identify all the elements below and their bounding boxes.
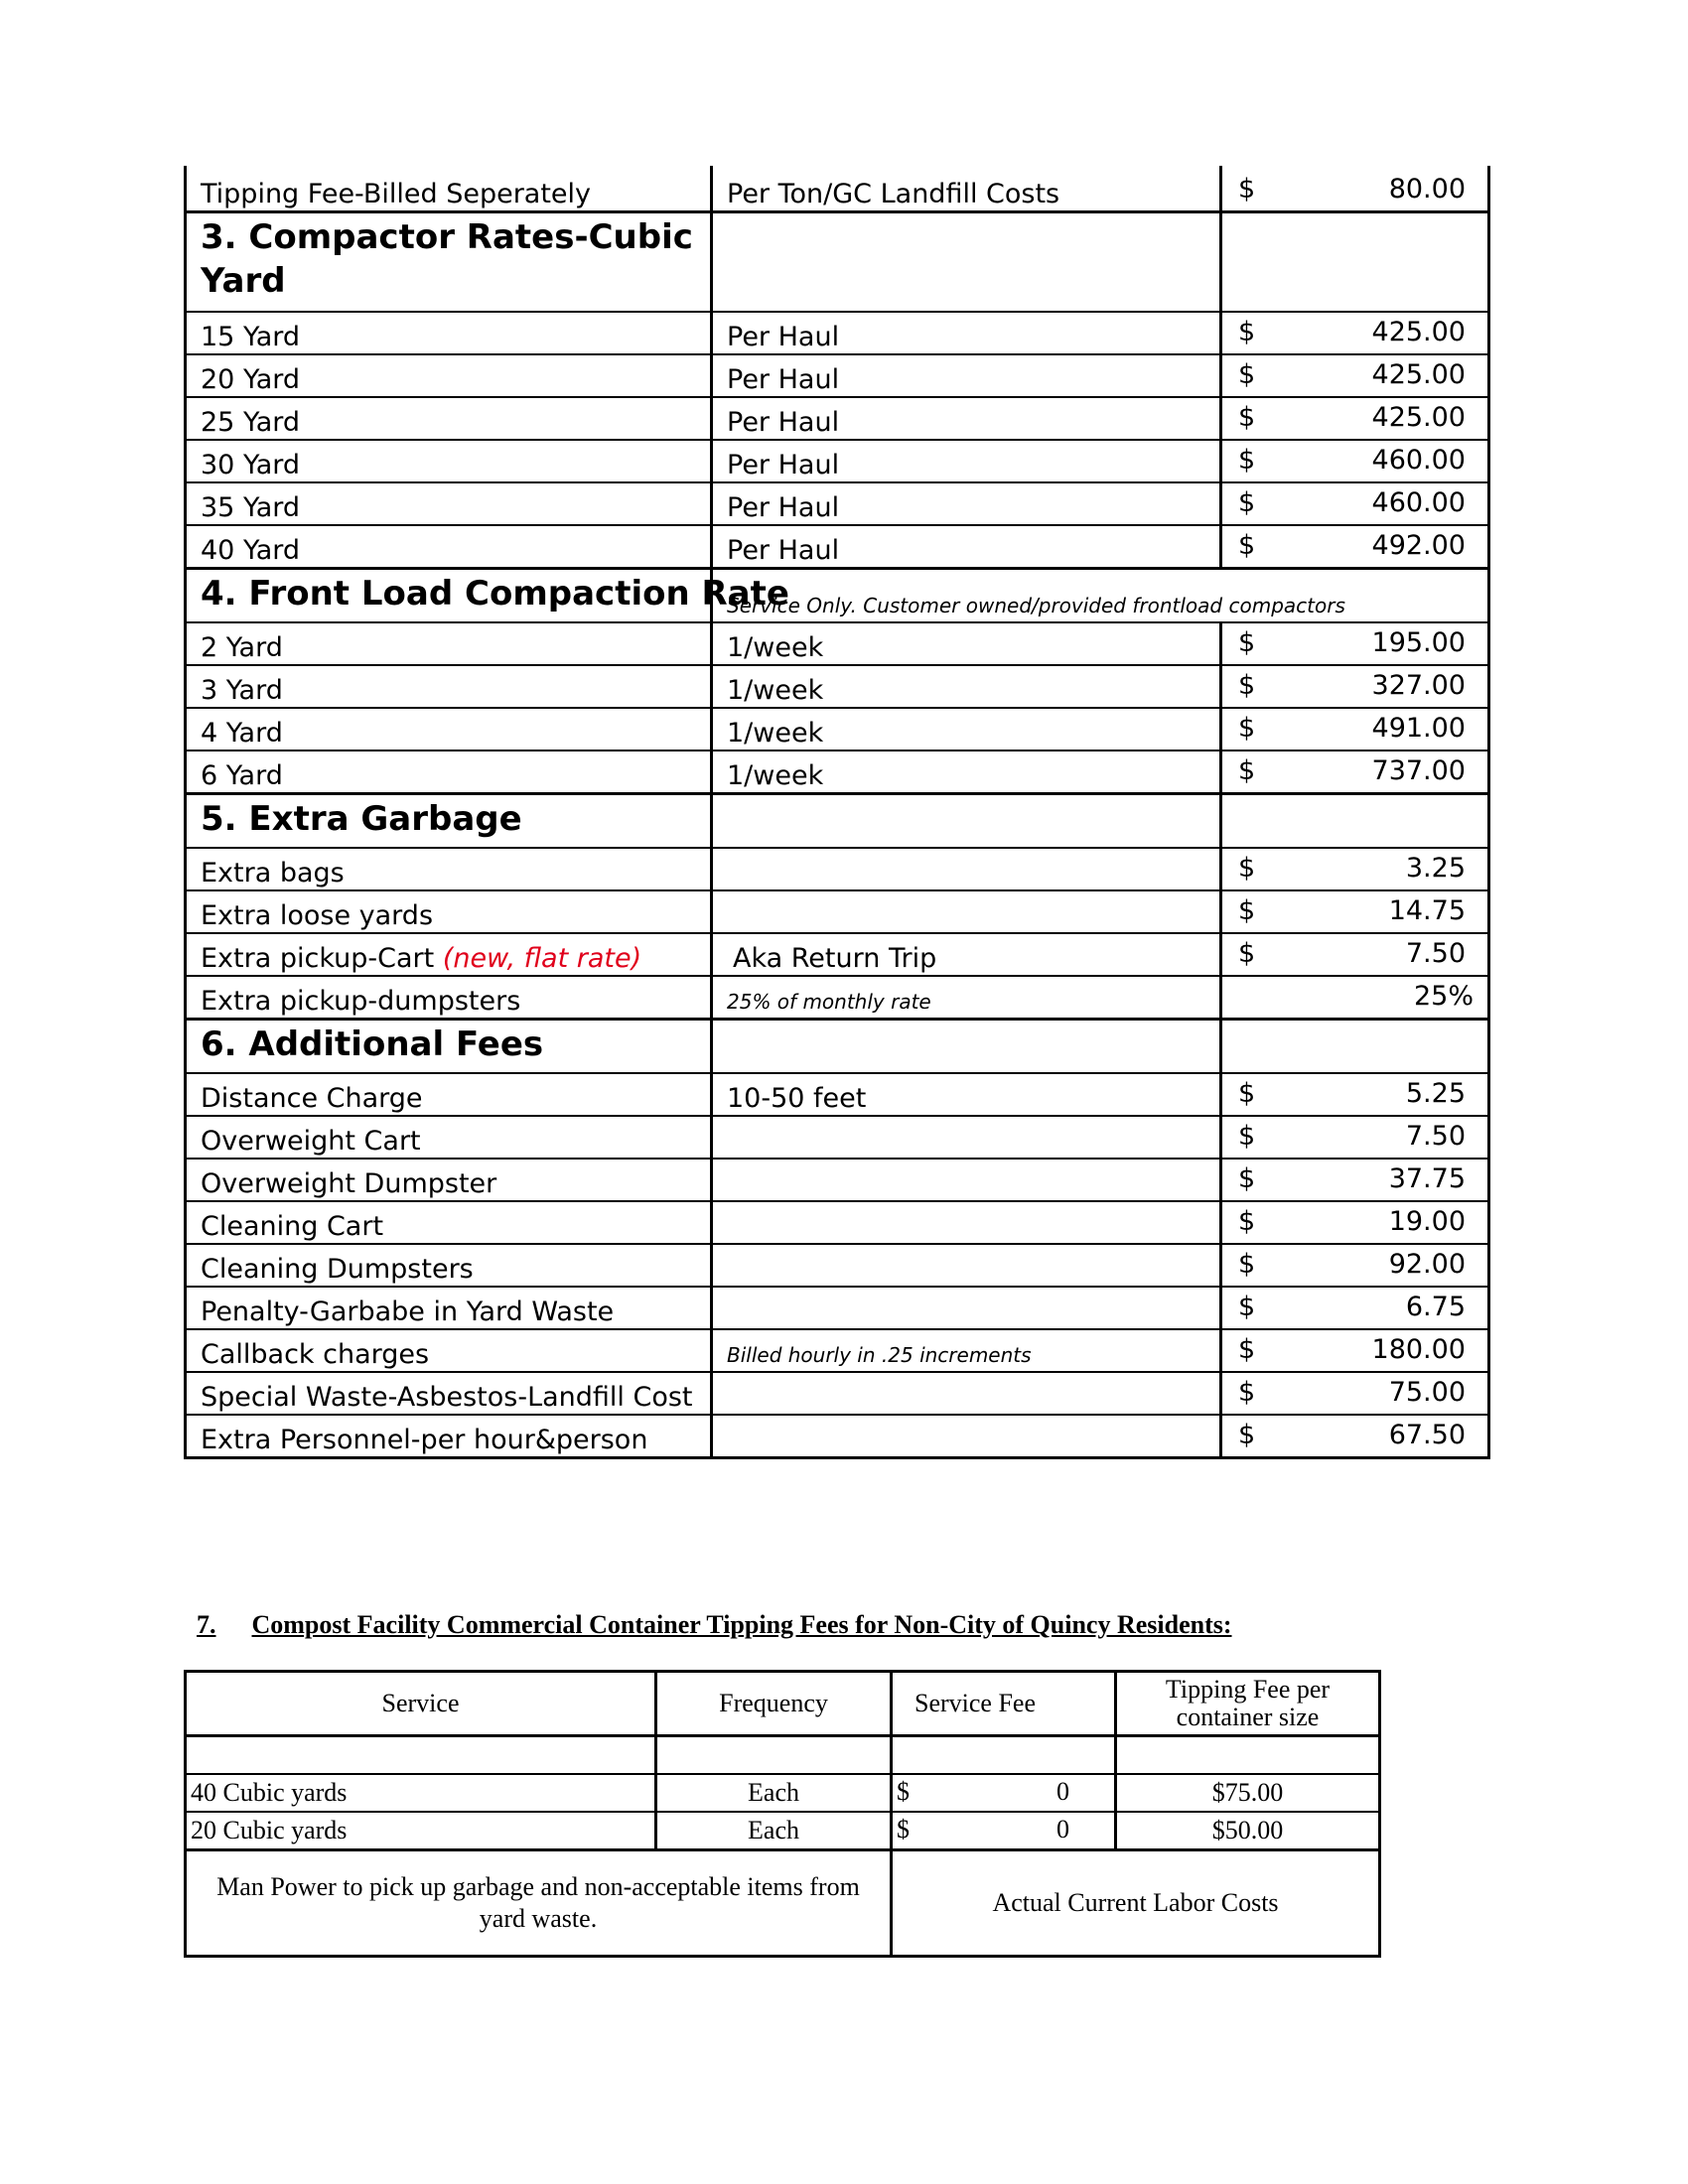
currency-symbol: $: [1238, 1121, 1256, 1152]
table-row: [186, 890, 1489, 933]
row-service-fee: [892, 1774, 1116, 1812]
row-desc: [712, 976, 1221, 1020]
row-label: Special Waste-Asbestos-Landfill Cost: [186, 1372, 712, 1415]
row-tipping-fee: $75.00: [1116, 1774, 1380, 1812]
currency-symbol: $: [1238, 938, 1256, 969]
row-desc: [712, 1415, 1221, 1458]
row-desc: [712, 1372, 1221, 1415]
row-desc: [712, 1287, 1221, 1329]
table-row: [186, 312, 1489, 354]
row-label-text: Extra pickup-Cart: [201, 943, 435, 974]
section-title-extra-garbage: 5. Extra Garbage: [186, 794, 712, 849]
table-row: [186, 708, 1489, 751]
row-desc: [712, 794, 1221, 849]
row-label: Extra Personnel-per hour&person: [186, 1415, 712, 1458]
row-desc: 1/week: [712, 708, 1221, 751]
currency-symbol: $: [1238, 487, 1256, 518]
header-tipping-fee-line1: Tipping Fee per: [1165, 1675, 1331, 1704]
row-label: Overweight Dumpster: [186, 1159, 712, 1201]
new-flat-rate-note: (new, flat rate): [442, 943, 642, 974]
section-title-compactor: 3. Compactor Rates-Cubic Yard: [186, 212, 712, 313]
amount-value: 327.00: [1371, 670, 1466, 701]
row-label: [186, 933, 712, 976]
row-label: 3 Yard: [186, 665, 712, 708]
row-amount: [1221, 166, 1489, 212]
row-amount: [1221, 1159, 1489, 1201]
row-amount: [1221, 622, 1489, 665]
row-desc: [712, 1201, 1221, 1244]
row-desc: Per Haul: [712, 354, 1221, 397]
front-load-note: Service Only. Customer owned/provided frontload compactors: [727, 594, 1345, 617]
section-note: [712, 569, 1489, 623]
table-row: [186, 848, 1489, 890]
table-row: [186, 525, 1489, 569]
compost-table: [184, 1670, 1381, 1958]
row-desc: [712, 1329, 1221, 1372]
amount-value: 5.25: [1405, 1078, 1466, 1109]
currency-symbol: $: [1238, 1078, 1256, 1109]
row-desc: Aka Return Trip: [712, 933, 1221, 976]
currency-symbol: $: [1238, 670, 1256, 701]
table-row: [186, 1159, 1489, 1201]
currency-symbol: $: [1238, 317, 1256, 347]
table-row: [186, 665, 1489, 708]
currency-symbol: $: [1238, 713, 1256, 744]
row-label: Tipping Fee-Billed Seperately: [186, 166, 712, 212]
header-tipping-fee: [1116, 1672, 1380, 1736]
table-row: [186, 397, 1489, 440]
row-amount: [1221, 890, 1489, 933]
amount-value: 25%: [1413, 981, 1474, 1012]
row-amount: [1221, 933, 1489, 976]
row-label: 20 Yard: [186, 354, 712, 397]
row-label: 25 Yard: [186, 397, 712, 440]
compost-heading: [197, 1610, 1232, 1640]
amount-value: 75.00: [1388, 1377, 1466, 1408]
row-amount: [1221, 212, 1489, 313]
amount-value: 491.00: [1371, 713, 1466, 744]
currency-symbol: $: [897, 1815, 910, 1843]
amount-value: 92.00: [1388, 1249, 1466, 1280]
section-title-additional-fees: 6. Additional Fees: [186, 1020, 712, 1074]
table-row: [186, 166, 1489, 212]
row-desc: 1/week: [712, 622, 1221, 665]
row-desc: [712, 848, 1221, 890]
row-label: Extra bags: [186, 848, 712, 890]
amount-value: 195.00: [1371, 627, 1466, 658]
manpower-cost: Actual Current Labor Costs: [892, 1850, 1380, 1957]
amount-value: 425.00: [1371, 317, 1466, 347]
row-amount: [1221, 1287, 1489, 1329]
fee-value: 0: [1056, 1815, 1069, 1843]
row-amount: [1221, 1415, 1489, 1458]
currency-symbol: $: [1238, 530, 1256, 561]
amount-value: 7.50: [1405, 938, 1466, 969]
row-amount: [1221, 1244, 1489, 1287]
currency-symbol: $: [1238, 627, 1256, 658]
row-amount: [1221, 751, 1489, 794]
compost-heading-text: Compost Facility Commercial Container Tipping Fees for Non-City of Quincy Residents:: [251, 1610, 1232, 1639]
table-row: [186, 1073, 1489, 1116]
manpower-line1: Man Power to pick up garbage and non-acceptable items from: [216, 1872, 860, 1901]
amount-value: 67.50: [1388, 1420, 1466, 1450]
table-header-row: [186, 1672, 1380, 1736]
table-row: [186, 751, 1489, 794]
currency-symbol: $: [1238, 1334, 1256, 1365]
table-row: [186, 1774, 1380, 1812]
row-desc: [712, 212, 1221, 313]
row-service: 20 Cubic yards: [186, 1812, 656, 1850]
amount-value: 737.00: [1371, 755, 1466, 786]
currency-symbol: $: [1238, 1249, 1256, 1280]
manpower-line2: yard waste.: [479, 1904, 598, 1933]
amount-value: 425.00: [1371, 359, 1466, 390]
table-row: [186, 482, 1489, 525]
row-tipping-fee: $50.00: [1116, 1812, 1380, 1850]
row-amount: [1221, 1372, 1489, 1415]
row-label: Cleaning Dumpsters: [186, 1244, 712, 1287]
row-label: 4 Yard: [186, 708, 712, 751]
row-desc: [712, 890, 1221, 933]
row-desc: [712, 1116, 1221, 1159]
currency-symbol: $: [1238, 1206, 1256, 1237]
row-amount: [1221, 1020, 1489, 1074]
amount-value: 492.00: [1371, 530, 1466, 561]
amount-value: 460.00: [1371, 487, 1466, 518]
section-row: [186, 794, 1489, 849]
row-desc: 1/week: [712, 665, 1221, 708]
header-tipping-fee-line2: container size: [1176, 1703, 1320, 1731]
manpower-description: [186, 1850, 892, 1957]
currency-symbol: $: [1238, 755, 1256, 786]
row-amount: [1221, 1116, 1489, 1159]
row-amount: [1221, 976, 1489, 1020]
amount-value: 3.25: [1405, 853, 1466, 884]
row-label: Extra loose yards: [186, 890, 712, 933]
row-amount: [1221, 440, 1489, 482]
monthly-rate-note: 25% of monthly rate: [727, 990, 931, 1014]
row-label: 35 Yard: [186, 482, 712, 525]
currency-symbol: $: [1238, 1420, 1256, 1450]
row-desc: Per Haul: [712, 440, 1221, 482]
row-desc: [712, 1159, 1221, 1201]
amount-value: 14.75: [1388, 895, 1466, 926]
row-desc: Per Haul: [712, 397, 1221, 440]
table-row: [186, 1329, 1489, 1372]
table-row: [186, 1812, 1380, 1850]
currency-symbol: $: [1238, 445, 1256, 476]
row-service: 40 Cubic yards: [186, 1774, 656, 1812]
table-row: [186, 1415, 1489, 1458]
row-desc: Per Haul: [712, 525, 1221, 569]
header-service: Service: [186, 1672, 656, 1736]
row-frequency: Each: [656, 1812, 892, 1850]
section-title-front-load: 4. Front Load Compaction Rate: [186, 569, 712, 623]
row-desc: Per Haul: [712, 482, 1221, 525]
table-row: [186, 1116, 1489, 1159]
currency-symbol: $: [1238, 359, 1256, 390]
row-amount: [1221, 354, 1489, 397]
header-service-fee: Service Fee: [892, 1672, 1116, 1736]
row-amount: [1221, 1073, 1489, 1116]
row-desc: Per Ton/GC Landfill Costs: [712, 166, 1221, 212]
table-row: [186, 440, 1489, 482]
row-label: 15 Yard: [186, 312, 712, 354]
row-amount: [1221, 482, 1489, 525]
row-label: 30 Yard: [186, 440, 712, 482]
row-amount: [1221, 848, 1489, 890]
table-row: [186, 933, 1489, 976]
currency-symbol: $: [1238, 1292, 1256, 1322]
currency-symbol: $: [897, 1777, 910, 1806]
currency-symbol: $: [1238, 853, 1256, 884]
table-row: [186, 1201, 1489, 1244]
amount-value: 180.00: [1371, 1334, 1466, 1365]
row-service-fee: [892, 1812, 1116, 1850]
rate-table: [184, 166, 1490, 1459]
section-row: [186, 569, 1489, 623]
amount-value: 37.75: [1388, 1163, 1466, 1194]
row-desc: Per Haul: [712, 312, 1221, 354]
row-label: Overweight Cart: [186, 1116, 712, 1159]
row-label: 2 Yard: [186, 622, 712, 665]
currency-symbol: $: [1238, 402, 1256, 433]
row-label: Extra pickup-dumpsters: [186, 976, 712, 1020]
manpower-row: [186, 1850, 1380, 1957]
amount-value: 6.75: [1405, 1292, 1466, 1322]
table-row: [186, 1244, 1489, 1287]
amount-value: 460.00: [1371, 445, 1466, 476]
table-row: [186, 1372, 1489, 1415]
currency-symbol: $: [1238, 1377, 1256, 1408]
row-label: Callback charges: [186, 1329, 712, 1372]
row-desc: 10-50 feet: [712, 1073, 1221, 1116]
row-amount: [1221, 1201, 1489, 1244]
section-row: [186, 1020, 1489, 1074]
section-number: 7.: [197, 1610, 216, 1639]
table-row: [186, 622, 1489, 665]
row-amount: [1221, 312, 1489, 354]
row-desc: 1/week: [712, 751, 1221, 794]
currency-symbol: $: [1238, 895, 1256, 926]
row-amount: [1221, 708, 1489, 751]
row-desc: [712, 1244, 1221, 1287]
table-row: [186, 354, 1489, 397]
amount-value: 19.00: [1388, 1206, 1466, 1237]
row-amount: [1221, 665, 1489, 708]
currency-symbol: $: [1238, 1163, 1256, 1194]
row-label: 40 Yard: [186, 525, 712, 569]
row-label: Distance Charge: [186, 1073, 712, 1116]
blank-row: [186, 1736, 1380, 1775]
row-amount: [1221, 1329, 1489, 1372]
section-row: [186, 212, 1489, 313]
row-amount: [1221, 794, 1489, 849]
row-label: Cleaning Cart: [186, 1201, 712, 1244]
amount-value: 80.00: [1388, 174, 1466, 205]
amount-value: 425.00: [1371, 402, 1466, 433]
billed-hourly-note: Billed hourly in .25 increments: [727, 1343, 1032, 1367]
amount-value: 7.50: [1405, 1121, 1466, 1152]
fee-value: 0: [1056, 1777, 1069, 1806]
table-row: [186, 976, 1489, 1020]
row-label: Penalty-Garbabe in Yard Waste: [186, 1287, 712, 1329]
row-desc: [712, 1020, 1221, 1074]
header-frequency: Frequency: [656, 1672, 892, 1736]
currency-symbol: $: [1238, 174, 1256, 205]
row-amount: [1221, 525, 1489, 569]
row-label: 6 Yard: [186, 751, 712, 794]
row-frequency: Each: [656, 1774, 892, 1812]
row-amount: [1221, 397, 1489, 440]
table-row: [186, 1287, 1489, 1329]
